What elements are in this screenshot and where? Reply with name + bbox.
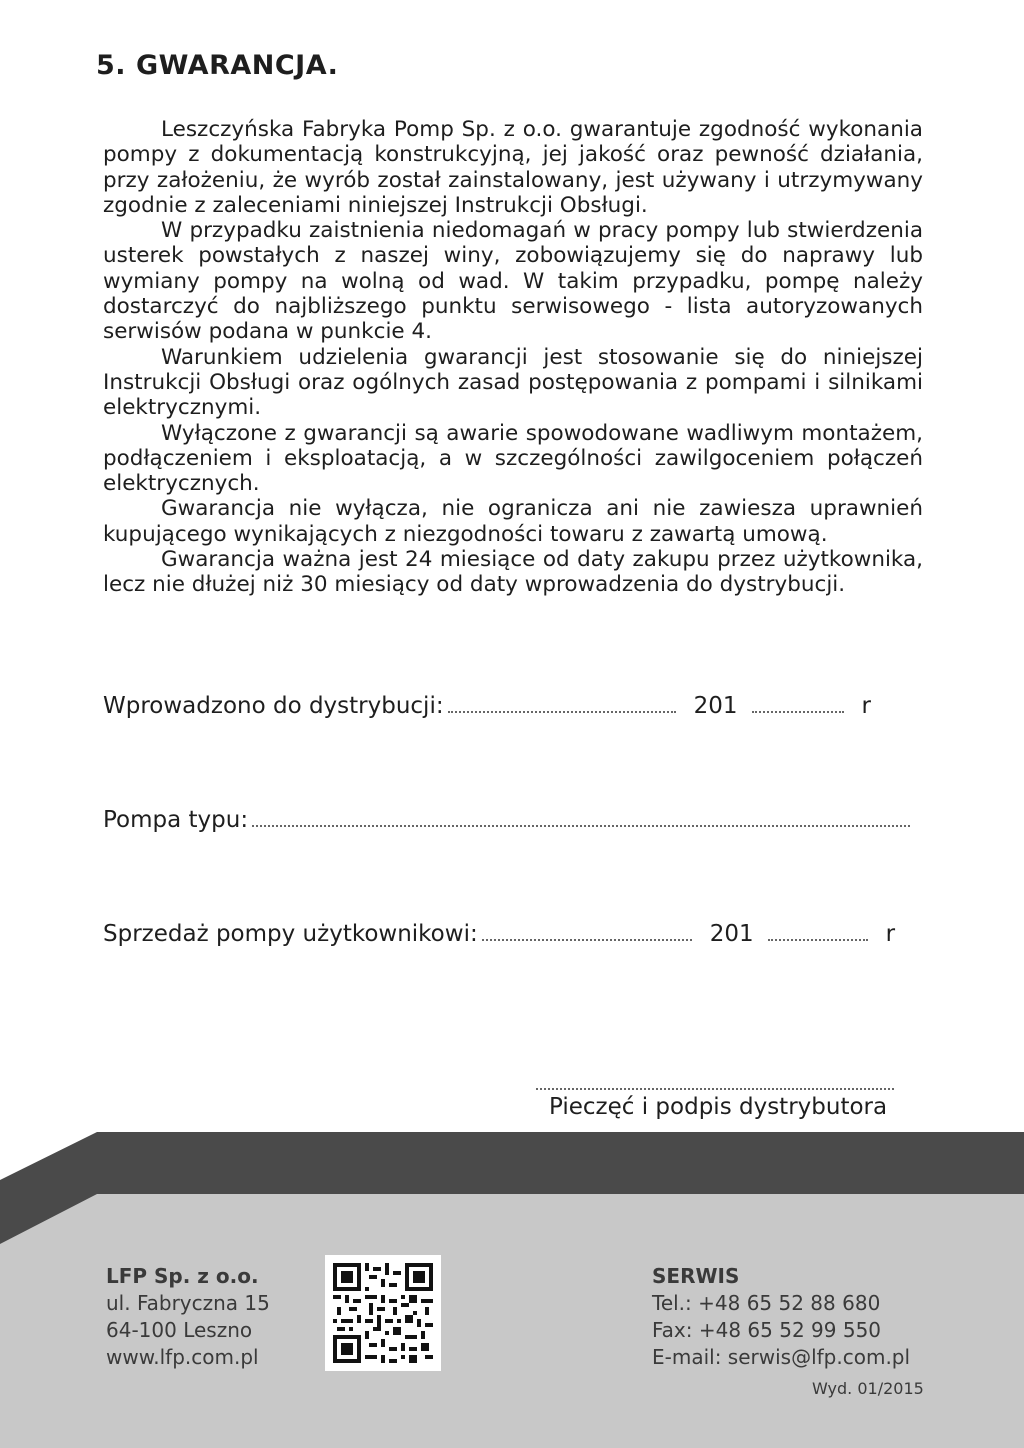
company-street: ul. Fabryczna 15: [106, 1291, 270, 1315]
edition-label: Wyd. 01/2015: [812, 1379, 924, 1398]
paragraph: Leszczyńska Fabryka Pomp Sp. z o.o. gwarantuje zgodność wykonania pompy z dokumentacją konstrukcyjną, jej jakość oraz pewność działania, przy założeniu, że wyrób został zainstalowany, jest używany i utrzymywany zgodnie z zaleceniami niniejszej Instrukcji Obsługi.: [103, 117, 923, 218]
sale-date-field: [103, 920, 895, 948]
sale-year-suffix: r: [885, 921, 896, 947]
distribution-date-field: [103, 692, 871, 720]
distribution-year-prefix: 201: [693, 693, 738, 719]
paragraph: Gwarancja ważna jest 24 miesiące od daty zakupu przez użytkownika, lecz nie dłużej niż 30 miesiący od daty wprowadzenia do dystrybucji.: [103, 547, 923, 598]
service-contact: [652, 1263, 910, 1371]
distribution-date-blank[interactable]: [448, 711, 676, 713]
warranty-text: [103, 117, 923, 598]
service-title: SERWIS: [652, 1264, 740, 1288]
distribution-label: Wprowadzono do dystrybucji:: [103, 693, 444, 719]
service-fax: Fax: +48 65 52 99 550: [652, 1318, 882, 1342]
distribution-year-suffix: r: [861, 693, 871, 719]
sale-label: Sprzedaż pompy użytkownikowi:: [103, 921, 478, 947]
company-name: LFP Sp. z o.o.: [106, 1264, 259, 1288]
signature-caption: Pieczęć i podpis dystrybutora: [549, 1094, 888, 1120]
qr-code-icon: [333, 1263, 433, 1363]
pump-type-field: [103, 806, 914, 834]
paragraph: W przypadku zaistnienia niedomagań w pracy pompy lub stwierdzenia usterek powstałych z naszej winy, zobowiązujemy się do naprawy lub wymiany pompy na wolną od wad. W takim przypadku, pompę należy dostarczyć do najbliższego punktu serwisowego - lista autoryzowanych serwisów podana w punkcie 4.: [103, 218, 923, 345]
company-website-link[interactable]: www.lfp.com.pl: [106, 1345, 259, 1369]
service-phone: Tel.: +48 65 52 88 680: [652, 1291, 881, 1315]
pump-type-label: Pompa typu:: [103, 807, 249, 833]
paragraph: Gwarancja nie wyłącza, nie ogranicza ani nie zawiesza uprawnień kupującego wynikających z niezgodności towaru z zawartą umową.: [103, 496, 923, 547]
sale-year-prefix: 201: [709, 921, 754, 947]
sale-year-blank[interactable]: [768, 939, 868, 941]
company-address: [106, 1263, 270, 1371]
section-heading: 5. GWARANCJA.: [96, 50, 339, 81]
paragraph: Warunkiem udzielenia gwarancji jest stosowanie się do niniejszej Instrukcji Obsługi oraz ogólnych zasad postępowania z pompami i silnikami elektrycznymi.: [103, 344, 923, 421]
distribution-year-blank[interactable]: [752, 711, 844, 713]
company-city: 64-100 Leszno: [106, 1318, 253, 1342]
pump-type-blank[interactable]: [252, 825, 910, 827]
sale-date-blank[interactable]: [482, 939, 692, 941]
signature-blank[interactable]: [536, 1088, 894, 1090]
qr-code[interactable]: [325, 1255, 441, 1371]
paragraph: Wyłączone z gwarancji są awarie spowodowane wadliwym montażem, podłączeniem i eksploatacją, a w szczególności zawilgoceniem połączeń elektrycznych.: [103, 420, 923, 497]
service-email-link[interactable]: E-mail: serwis@lfp.com.pl: [652, 1345, 911, 1369]
